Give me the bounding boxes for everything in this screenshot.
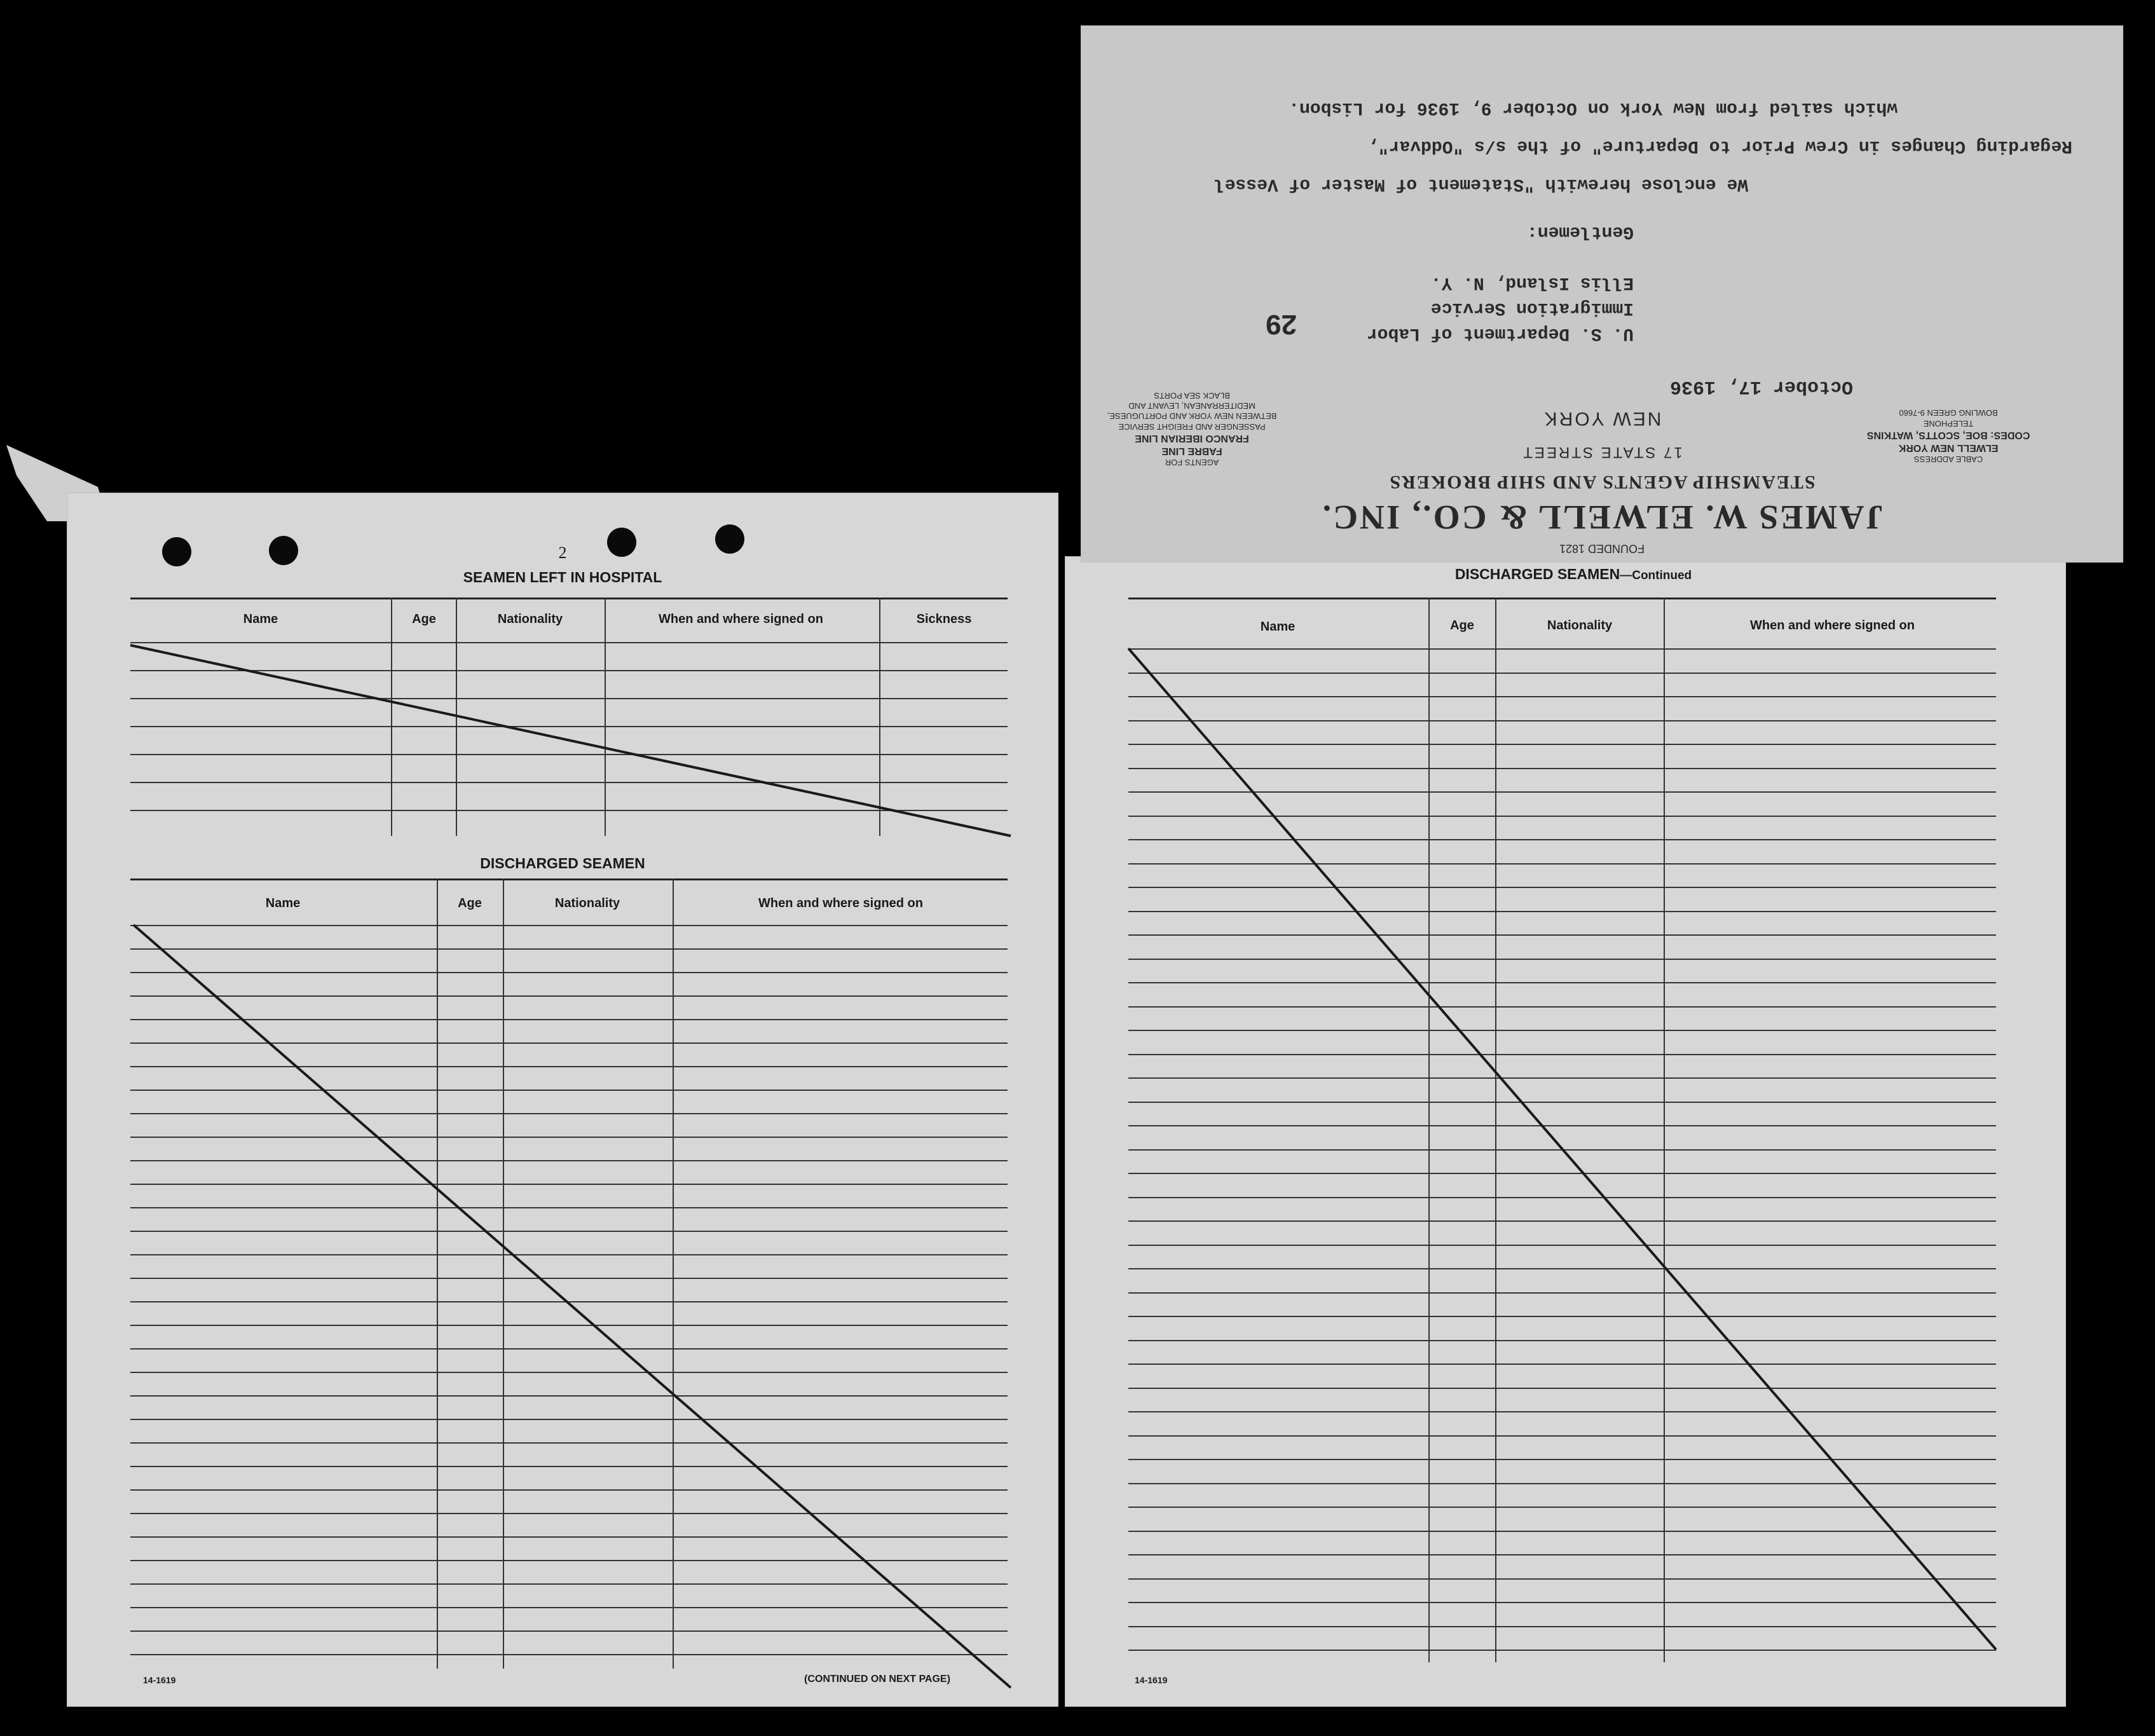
cancellation-line [1065,556,2066,1707]
body-line: which sailed from New York on October 9, 1936 for Lisbon. [1289,98,1898,118]
form-number: 14-1619 [143,1675,176,1685]
recipient-line: Ellis Island, N. Y. [1430,273,1634,292]
letterhead-detail-line: FRANCO IBERIAN LINE [1135,432,1249,444]
letter-date: October 17, 1936 [1669,376,1853,397]
right-form-page [1065,556,2066,1707]
salutation: Gentlemen: [1526,222,1634,242]
cancellation-lines [67,493,1058,1707]
cover-letter [1081,25,2123,563]
col-header-nationality: Nationality [1547,619,1613,632]
col-header-signed-on: When and where signed on [1750,619,1915,632]
recipient-line: U. S. Department of Labor [1366,324,1634,343]
col-header-sickness: Sickness [916,612,972,626]
letterhead-detail-line: BLACK SEA PORTS [1154,391,1230,400]
continued-note: (CONTINUED ON NEXT PAGE) [804,1674,950,1685]
letterhead-address: 17 STATE STREET [1521,444,1683,461]
body-line: Regarding Changes in Crew Prior to Departure" of the s/s "Oddvar", [1367,136,2072,156]
letterhead-tagline: STEAMSHIP AGENTS AND SHIP BROKERS [1388,472,1816,493]
letterhead-detail-line: BETWEEN NEW YORK AND PORTUGUESE, [1107,411,1277,421]
letterhead-detail-line: TELEPHONE [1923,418,1974,428]
letterhead-detail-line: ELWELL NEW YORK [1898,442,1999,453]
col-header-name: Name [243,612,278,626]
letterhead-detail-line: PASSENGER AND FREIGHT SERVICE [1118,421,1266,432]
section-title-suffix: —Continued [1620,569,1692,582]
letterhead-detail-line: CODES: BOE, SCOTTS, WATKINS [1866,429,2030,441]
page-stamp: 29 [1266,309,1297,340]
col-header-age: Age [1450,619,1474,632]
col-header-signed-on: When and where signed on [659,612,823,626]
col-header-age: Age [458,896,482,910]
letterhead-detail-line: FABRE LINE [1161,445,1222,456]
letterhead-company: JAMES W. ELWELL & CO., INC. [1320,498,1884,537]
col-header-age: Age [412,612,436,626]
col-header-name: Name [1260,620,1296,634]
col-header-nationality: Nationality [497,612,563,626]
section-title-main: DISCHARGED SEAMEN [1454,566,1620,582]
col-header-name: Name [265,896,301,910]
col-header-signed-on: When and where signed on [758,896,923,910]
letterhead-detail-line: BOWLING GREEN 9-7660 [1899,408,1998,418]
col-header-nationality: Nationality [554,896,620,910]
letterhead-detail-line: AGENTS FOR [1165,458,1219,467]
recipient-line: Immigration Service [1430,298,1634,318]
left-form-page [67,493,1058,1707]
founded-line: FOUNDED 1821 [1559,542,1645,555]
page-number: 2 [558,543,567,562]
letterhead-detail-line: MEDITERRANEAN, LEVANT AND [1128,401,1255,411]
letterhead-city: NEW YORK [1542,408,1662,429]
letterhead-detail-line: CABLE ADDRESS [1913,455,1983,464]
body-line: We enclose herewith "Statement of Master of Vessel [1214,174,1748,194]
hospital-section-title: SEAMEN LEFT IN HOSPITAL [463,569,662,585]
discharged-section-title: DISCHARGED SEAMEN [480,855,645,871]
form-number: 14-1619 [1135,1675,1168,1685]
